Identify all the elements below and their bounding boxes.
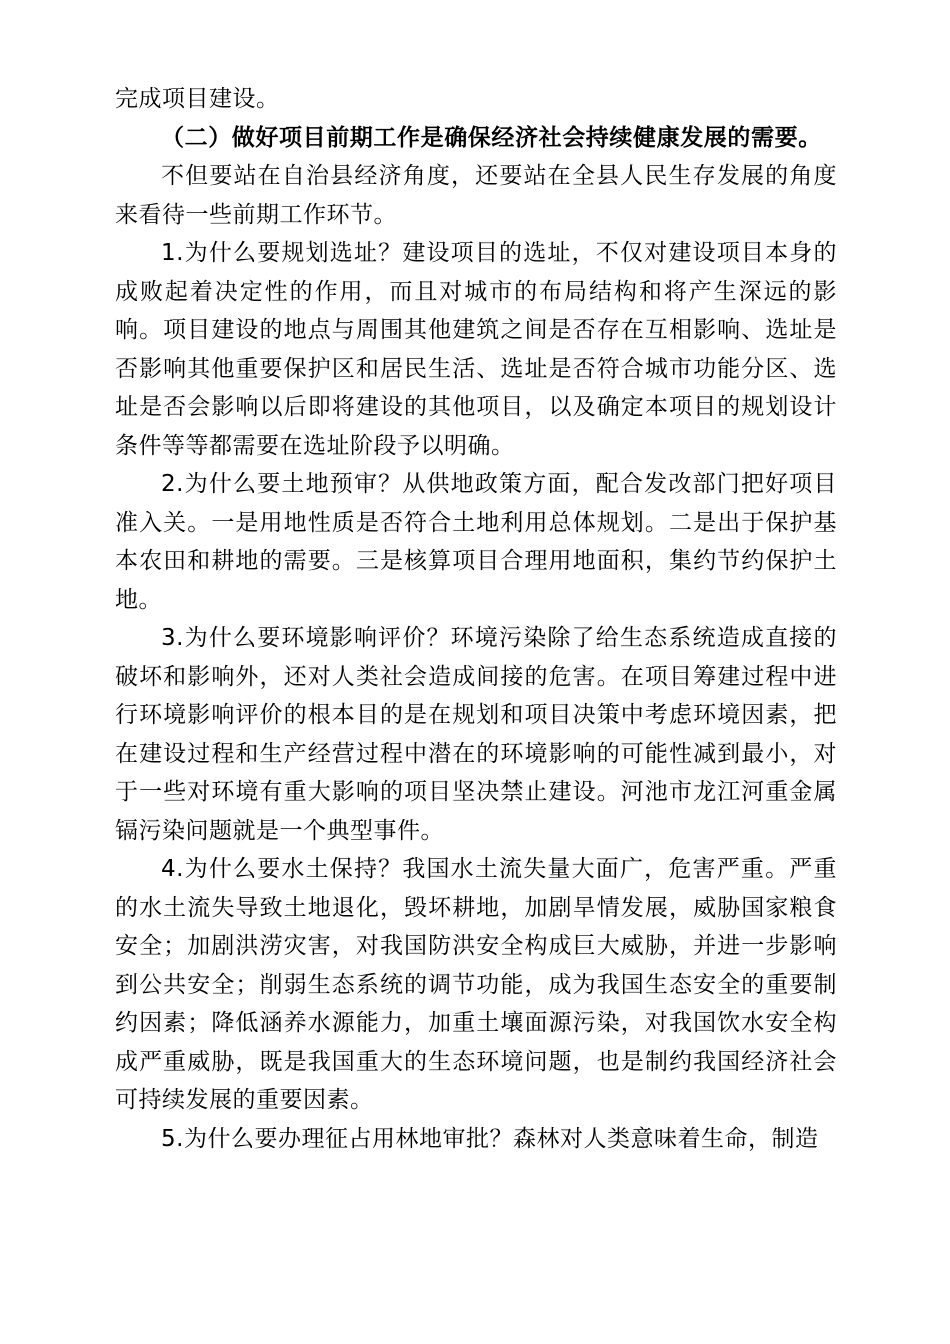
document-page	[115, 80, 837, 1158]
paragraph-continuation: 完成项目建设。	[115, 86, 280, 112]
paragraph-item-4: 4.为什么要水土保持？我国水土流失量大面广，危害严重。严重的水土流失导致土地退化，毁坏耕地，加剧旱情发展，威胁国家粮食安全；加剧洪涝灾害，对我国防洪安全构成巨大威胁，并进一步影响到公共安全；削弱生态系统的调节功能，成为我国生态安全的重要制约因素；降低涵养水源能力，加重土壤面源污染，对我国饮水安全构成严重威胁，既是我国重大的生态环境问题，也是制约我国经济社会可持续发展的重要因素。	[115, 856, 837, 1113]
section-heading: （二）做好项目前期工作是确保经济社会持续健康发展的需要。	[161, 124, 822, 151]
paragraph-item-3: 3.为什么要环境影响评价？环境污染除了给生态系统造成直接的破坏和影响外，还对人类社会造成间接的危害。在项目筹建过程中进行环境影响评价的根本目的是在规划和项目决策中考虑环境因素，把在建设过程和生产经营过程中潜在的环境影响的可能性减到最小，对于一些对环境有重大影响的项目坚决禁止建设。河池市龙江河重金属镉污染问题就是一个典型事件。	[115, 625, 837, 844]
paragraph-item-1: 1.为什么要规划选址？建设项目的选址，不仅对建设项目本身的成败起着决定性的作用，而且对城市的布局结构和将产生深远的影响。项目建设的地点与周围其他建筑之间是否存在互相影响、选址是否影响其他重要保护区和居民生活、选址是否符合城市功能分区、选址是否会影响以后即将建设的其他项目，以及确定本项目的规划设计条件等等都需要在选址阶段予以明确。	[115, 240, 837, 459]
paragraph-item-2: 2.为什么要土地预审？从供地政策方面，配合发改部门把好项目准入关。一是用地性质是否符合土地利用总体规划。二是出于保护基本农田和耕地的需要。三是核算项目合理用地面积，集约节约保护土地。	[115, 471, 837, 613]
paragraph-item-5: 5.为什么要办理征占用林地审批？森林对人类意味着生命，制造	[161, 1125, 819, 1152]
paragraph-intro: 不但要站在自治县经济角度，还要站在全县人民生存发展的角度来看待一些前期工作环节。	[115, 163, 837, 228]
